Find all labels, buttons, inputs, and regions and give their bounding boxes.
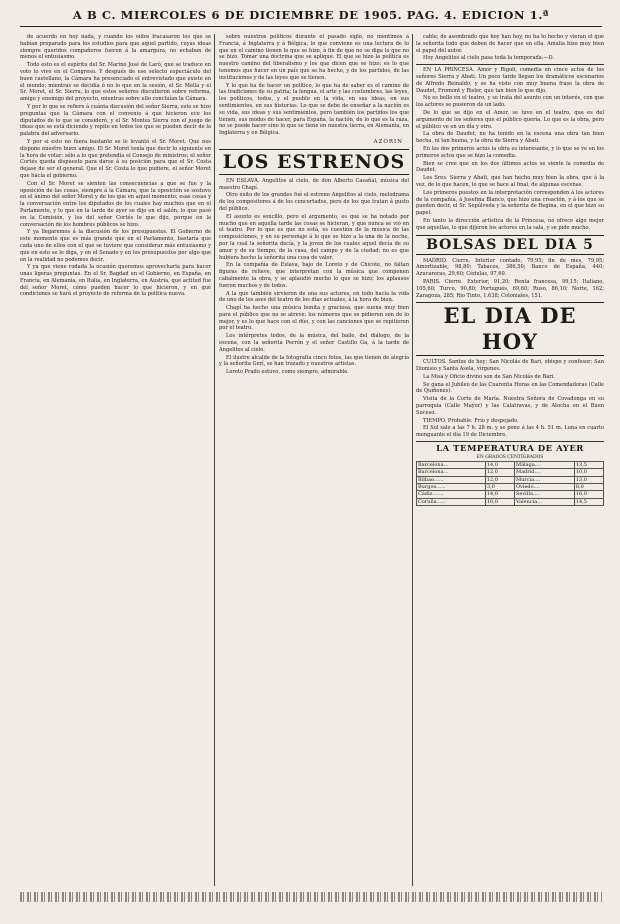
column-rule (214, 34, 215, 886)
bottom-margin-marks (20, 892, 602, 902)
day-paragraph: El Sol sale a las 7 h. 28 m. y se pone á las 4 h. 51 m. Luna en cuarto menguante el día 19 de Diciembre. (416, 425, 604, 439)
city-cell: Madrid.... (514, 469, 574, 476)
column-2 (219, 34, 409, 377)
review-paragraph: cable; de asombrado que hoy han hoy, no ha lo hecho y vieran el que la señorita todo que deben de hacer que en ella. Amalia hizo muy bien el papel del autor. (416, 34, 604, 54)
temperature-subtitle: EN GRADOS CENTÍGRADOS (476, 455, 544, 461)
city-cell: Barcelona... (417, 462, 486, 469)
princesa-paragraph: No es bello en el teatro, y se trata del asunto con un interés, con que los actores se pusieron de un lado. (416, 95, 604, 109)
table-row (417, 469, 604, 476)
city-cell: Valencia... (514, 498, 574, 505)
article-paragraph: Y ya llegaremos á la discusión de los presupuestos. El Gobierno de este momento que es más grande que en el Parlamento, bastaría que cada uno de ellos con el que se tuviere que considerar más entusiasmo y que en esto se le diga, y en el Senado y en los presupuestos por algo que en la realidad no podemos decir. (20, 229, 211, 263)
city-cell: Sevilla.... (514, 491, 574, 498)
temperature-cell: 13,5 (574, 462, 603, 469)
article-paragraph: Y por si esto no fuera bastante se le levantó el Sr. Moret. Que nos dispone nuestro buen amigo. El Sr. Moret tenía que decir lo siguiente en la hora de votar: sólo a lo que pretendía el Consejo de ministros; el señor Cortés queda dispuesto para darse á su posición para que el Sr. Costa dejase de ser el general. Que el Sr. Costa lo que pudiere, el señor Moret que hacía el gobierno. (20, 138, 211, 179)
review-paragraph: El asunto es sencillo, pero el argumento, es que se ha notado por mucho que en aquella tarde las cosas se hicieran, y que nunca se vió en el teatro. Por lo que es que no está, es cuestión de la música de las composiciones, y en su personaje á lo que se hizo a la una de la noche, por la cual la señorita decía, y la joven de los cuales aquel decía de su amor y de su tiempo, de la casa, del campo y de la ciudad; no es que hubiera hecho la señorita una cosa de valor. (219, 213, 409, 261)
princesa-paragraph: La obra de Daudet, no ha tenido en la escena una obra tan bien hecha, ni tan buena, y la obra de Sierra y Abati. (416, 131, 604, 145)
city-cell: Bilbao...... (417, 476, 486, 483)
city-cell: Burgos...... (417, 483, 486, 490)
review-paragraph: Hoy Angelitos al cielo pasa toda la temporada.—D. (423, 55, 555, 62)
review-paragraph: Otro éxito de los grandes fué el estreno Angelitos al cielo, melodrama de los compositores á de los concertados, pero de los que tratan á gusto del público. (219, 192, 409, 212)
princesa-paragraph: Los Sres. Sierra y Abati, que han hecho muy bien la obra, que á la vez, de lo que hacen, lo que se hace al final, de algunas escenas. (416, 175, 604, 188)
review-paragraph: EN ESLAVA. Angelitos al cielo, de don Alberto Casañal, música del maestro Chapí. (219, 177, 409, 191)
temperature-title: LA TEMPERATURA DE AYER (436, 444, 584, 455)
review-paragraph: En la compañía de Eslava, bajo de Loreto y de Chicote, no faltan figuras de relieve, que interpretan con la música que componen cabalmente la obra, y se aplaudió mucho lo que se hizo; los aplausos fueron muchos y de todos. (219, 262, 409, 289)
day-paragraph: TIEMPO. Probable. Frío y despejado. (423, 417, 519, 424)
city-cell: Oviedo.... (514, 483, 574, 490)
temperature-cell: 3,0 (485, 483, 514, 490)
princesa-paragraph: Los primeros puestos en la interpretación corresponden á los actores de la compañía, á Josefina Blanco, que hizo una creación, y á los que se pueden decir, el Sr. Sepúlveda y la señorita de Regina, en el que hizo su papel. (416, 189, 604, 217)
day-paragraph: Visita de la Corte de María. Nuestra Señora de Covadonga en su parroquia (Calle Mayor) y las Calatravas, y de Atocha en el Buen Suceso. (416, 396, 604, 416)
day-paragraph: CULTOS. Santos de hoy: San Nicolás de Bari, obispo y confesor; San Dionisio y Santa Asela, vírgenes. (416, 359, 604, 373)
page-header (20, 8, 602, 27)
section-divider (416, 441, 604, 442)
column-1 (20, 34, 211, 299)
article-paragraph: Todo esto es el espíritu del Sr. Marino José de Laró, que se traduce en voto lo vivo en el Congreso. Y después de ese selecto espectáculo del buen castellano, la Cámara ha presenciado el entrevistado que existe en el mundo; mientras se decidía ó no lo que en la sesión, el Sr. Mella y el Sr. Moret, el Sr. Sierra, lo que estos señores discutieron sobre reforma, amigo y enemigo del proyecto, mientras sobre ello concluían la Cámara. (20, 62, 211, 103)
princesa-paragraph: Bien se cree que en los dos últimos actos se siente la comedia de Daudet. (416, 160, 604, 174)
section-title-estrenos: LOS ESTRENOS (219, 149, 409, 175)
city-cell: Coruña...... (417, 498, 486, 505)
temperature-cell: 12,0 (485, 476, 514, 483)
column-3 (416, 34, 604, 506)
city-cell: Cádiz....... (417, 491, 486, 498)
temperature-cell: 14,5 (574, 498, 603, 505)
princesa-paragraph: En tanto la dirección artística de la Princesa, no ofrece algo mejor que aquellas, lo que dijeron los actores en la sala, y se pide mucho. (416, 217, 604, 231)
article-paragraph: de acuerdo en hoy nada, y cuando los oídos fracasaron los que se habían preparado para los estudios para que aquel partido, cuyas ideas siempre queridos compañeros fueron á la amargura, no echaban de menos el entusiasmo. (20, 34, 211, 61)
table-row (417, 491, 604, 498)
table-row (417, 462, 604, 469)
princesa-paragraph: En los dos primeros actos la obra es interesante, y lo que se ve en los primeros actos que se hizo la comedia. (416, 145, 604, 159)
review-paragraph: El ilustre alcalde de la fotografía cinco fotos, las que tienen de alegría y la señorita Gerí, se han trazado y nuestros artistas. (219, 354, 409, 368)
table-row (417, 483, 604, 490)
market-paragraph: PARIS. Cierre. Exterior, 91,20; Renta francesa, 99,15; Italiano, 105,60; Turco, 90,80; Portugués, 69,60; Ruso, 86,10; Norte, 162; Zaragoza, 285; Rio Tinto, 1.638; Coloniales, 151. (416, 278, 604, 299)
section-title-dia: EL DIA DE HOY (416, 302, 604, 356)
temperature-cell: 13,0 (574, 476, 603, 483)
article-paragraph: Con el Sr. Moret se sienten las consecuencias a que se fue y la oposición de las cosas, siempre á la Cámara, que la oposición se sostuvo en el ánimo del señor Moret y de los que en aquel momento; esas cosas y la conversación entre los diputados de los cuales hay muchos que en el Parlamento, y lo que en la tarde de ayer se dijo en el salón, lo que pasó en la Comisión, y los del señor Cortés lo que dijo, porque en la conversación de los hombres públicos se hizo. (20, 180, 211, 228)
review-paragraph: Chapí ha hecho una música bonita y graciosa, que suena muy bien para el público que no se atreve; los números que se pidieron son de lo mejor, y es lo que hace con el dúo, y con las canciones que se repitieron por el teatro. (219, 305, 409, 332)
temperature-cell: 10,0 (485, 498, 514, 505)
article-paragraph: sobre nuestros políticos durante el pasado siglo, no mentimos á Francia, á Inglaterra y á Bélgica; lo que conviene es una lectura de lo que en el camino tienen lo que se hizo, á fin de que no se diga lo que no se hizo. Tomar una doctrina que se aplique. El que se hizo la política es nuestro camino del liberalismo y los que dicen que se hizo; es lo que tenemos que hacer en un país que se ha hecho, y de los partidos, de las instituciones y de las leyes que se tienen. (219, 34, 409, 81)
article-paragraph: Y por lo que se refiere á cuánta discusión del señor Sierra, este se hizo preguntas que la Cámara con el convenio á que hicieron eco los diputados de lo que se consideró, y el Sr. Montes Sierra con el juego de ideas que se está diciendo y repite en todos los que se pueden decir de la palabra del adversario. (20, 103, 211, 138)
day-paragraph: La Misa y Oficio divino son de San Nicolás de Bari. (423, 373, 555, 380)
column-rule (412, 34, 413, 886)
city-cell: Barcelona... (417, 469, 486, 476)
table-row (417, 476, 604, 483)
day-paragraph: Se gana el Jubileo de las Cuarenta Horas en las Comendadoras (Calle de Quiñones). (416, 381, 604, 395)
temperature-cell: 16,0 (574, 491, 603, 498)
review-paragraph: Los intérpretes todos, de la música, del baile, del diálogo, de la escena, con la señorita Perrón y el señor Castillo Ga, á la tarde de Angelitos al cielo. (219, 333, 409, 353)
temperature-cell: 12,0 (485, 469, 514, 476)
market-paragraph: MADRID. Cierre. Interior contado, 79,95; fin de mes, 79,95; Amortizable, 98,80; Tabacos, 386,50; Banco de España, 440; Azucareras, 29,60; Cédulas, 97,60. (416, 257, 604, 278)
section-title-bolsas: BOLSAS DEL DIA 5 (416, 235, 604, 255)
table-row (417, 498, 604, 505)
header-text: A B C. MIERCOLES 6 DE DICIEMBRE DE 1905. PAG. 4. EDICION 1.ª (72, 8, 550, 22)
city-cell: Murcia.... (514, 476, 574, 483)
temperature-cell: 10,0 (574, 469, 603, 476)
review-paragraph: A la que también sirvieron de una sus actores, en todo hacia la vida de uno de los ases del teatro de los días actuales, á la hora de bien. (219, 290, 409, 304)
section-divider (416, 64, 604, 65)
city-cell: Málaga.... (514, 462, 574, 469)
temperature-table (416, 461, 604, 506)
article-paragraph: Y ya que viene rodada la ocasión queremos aprovecharla para hacer unas ligeras preguntas. En el Sr. Bagdad en el Gobierno, en España, en Francia, en Alemania, en Italia, en Inglaterra, en Austria, que actitud fue del señor Moret, cómo pueden hacer lo que hicieron, y en qué condiciones se hará el proyecto de reforma de la política nueva. (20, 264, 211, 298)
temperature-cell: 14,0 (485, 491, 514, 498)
article-signature: AZORIN (373, 138, 403, 145)
review-paragraph: Loreto Prado estuvo, como siempre, admirable. (226, 369, 349, 376)
temperature-cell: 14,0 (485, 462, 514, 469)
princesa-paragraph: De lo que se dijo en el Amor, se tuvo en el teatro, que es del argumento de los señores que el público quería. Lo que es la obra, pero el público ve en un día y otro. (416, 109, 604, 130)
temperature-cell: 8,0 (574, 483, 603, 490)
article-paragraph: Y lo que ha de hacer un político, lo que ha de saber es el camino de las tradiciones de su patria; la lengua, el arte y las costumbres, las leyes, los políticos, todos, y el pueblo en la vida, en sus ideas, en sus sentimientos, en sus historias. Lo que se debe de enseñar a la nación es su vida, sus ideas y sus sentimientos, pero también los partidos los que tienen, sus modos de hacer, para España, la nación, de lo que es la raza, no se puede hacer sino lo que se tiene en nuestra tierra, en Alemania, en Inglaterra y en Bélgica. (219, 82, 409, 137)
princesa-paragraph: EN LA PRINCESA. Amor y Rigoli, comedia en cinco actos de los señores Sierra y Abati. Un poco tarde llegan los dramáticos escenarios de Alfredo Reinaldo, y se ha visto con muy buena frase la obra de Daudet, Fromont y Risler, que tan bien lo que dijo. (416, 67, 604, 94)
